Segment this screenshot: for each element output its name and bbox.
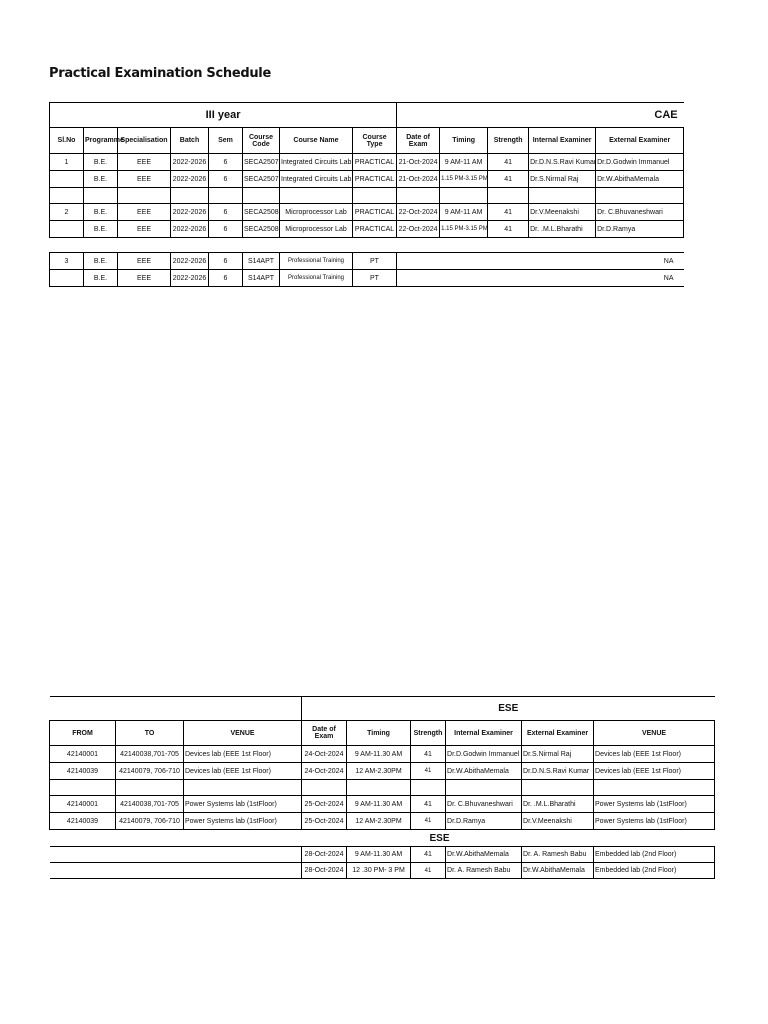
cell: 41: [488, 171, 529, 188]
cell: 42140079, 706-710: [116, 813, 184, 830]
cell: EEE: [118, 171, 171, 188]
cell: 6: [209, 154, 243, 171]
cae-header-row: [50, 128, 684, 154]
table-row: [50, 221, 684, 238]
spacer-row: [50, 780, 715, 796]
cell: Dr.W.AbithaMemala: [446, 763, 522, 780]
cell: 41: [488, 154, 529, 171]
table-row: [50, 863, 715, 879]
cell: B.E.: [84, 253, 118, 270]
cell: Professional Training: [280, 253, 353, 270]
cell: 22-Oct-2024: [397, 221, 440, 238]
table-row: [50, 270, 684, 287]
cell: Devices lab (EEE 1st Floor): [184, 763, 302, 780]
cell: 21-Oct-2024: [397, 154, 440, 171]
cell: PRACTICAL: [353, 154, 397, 171]
cell: EEE: [118, 270, 171, 287]
cell: Dr.W.AbithaMemala: [596, 171, 684, 188]
cell: Dr.S.Nirmal Raj: [529, 171, 596, 188]
cell: Dr.S.Nirmal Raj: [522, 746, 594, 763]
cell: Integrated Circuits Lab: [280, 171, 353, 188]
cell: B.E.: [84, 221, 118, 238]
cell: 6: [209, 171, 243, 188]
cell: Dr. A. Ramesh Babu: [446, 863, 522, 879]
cell: SECA2508: [243, 204, 280, 221]
cell: EEE: [118, 154, 171, 171]
header-external: External Examiner: [522, 721, 594, 746]
header-venue-2: VENUE: [594, 721, 715, 746]
header-to: TO: [116, 721, 184, 746]
table-row: [50, 171, 684, 188]
header-batch: Batch: [171, 128, 209, 154]
cell: Dr.V.Meenakshi: [522, 813, 594, 830]
cell: [50, 270, 84, 287]
ese-caption-row-2: [50, 830, 715, 847]
cell: Dr.D.Godwin Immanuel: [446, 746, 522, 763]
cell: 2022-2026: [171, 221, 209, 238]
cell: NA: [397, 253, 684, 270]
cell: 42140038,701-705: [116, 796, 184, 813]
cell: Professional Training: [280, 270, 353, 287]
cell: 41: [411, 763, 446, 780]
cell: 28-Oct-2024: [302, 847, 347, 863]
cell: 41: [488, 221, 529, 238]
header-course-code: Course Code: [243, 128, 280, 154]
cell: Dr.W.AbithaMemala: [446, 847, 522, 863]
table-row: [50, 847, 715, 863]
cell: 41: [411, 746, 446, 763]
cell: EEE: [118, 204, 171, 221]
pt-schedule-table: [49, 252, 684, 287]
cell: 41: [411, 863, 446, 879]
table-row: [50, 796, 715, 813]
cell: 24-Oct-2024: [302, 763, 347, 780]
cell: Dr. C.Bhuvaneshwari: [596, 204, 684, 221]
cell: Power Systems lab (1stFloor): [184, 796, 302, 813]
cell: 28-Oct-2024: [302, 863, 347, 879]
cell: Power Systems lab (1stFloor): [594, 813, 715, 830]
cell: PT: [353, 253, 397, 270]
cae-label: CAE: [397, 103, 684, 128]
cell: Embedded lab (2nd Floor): [594, 847, 715, 863]
cae-schedule-table: [49, 102, 684, 238]
header-venue: VENUE: [184, 721, 302, 746]
cell: 41: [411, 847, 446, 863]
cell: PT: [353, 270, 397, 287]
cell: 2022-2026: [171, 253, 209, 270]
cell: Devices lab (EEE 1st Floor): [594, 763, 715, 780]
cell: SECA2507: [243, 171, 280, 188]
cell: Integrated Circuits Lab: [280, 154, 353, 171]
cell: Devices lab (EEE 1st Floor): [594, 746, 715, 763]
cell: 41: [488, 204, 529, 221]
cell: 12 AM-2.30PM: [347, 763, 411, 780]
cell: Dr.D.Ramya: [596, 221, 684, 238]
cell: 41: [411, 796, 446, 813]
cell: 22-Oct-2024: [397, 204, 440, 221]
cell: 12 AM-2.30PM: [347, 813, 411, 830]
cell: 9 AM-11.30 AM: [347, 796, 411, 813]
cell: SECA2507: [243, 154, 280, 171]
cell: B.E.: [84, 171, 118, 188]
cell: 12 .30 PM- 3 PM: [347, 863, 411, 879]
cell: 6: [209, 253, 243, 270]
ese-caption-row: [50, 697, 715, 721]
cell: Dr. A. Ramesh Babu: [522, 847, 594, 863]
cell: 3: [50, 253, 84, 270]
cell: Dr. .M.L.Bharathi: [529, 221, 596, 238]
header-strength: Strength: [411, 721, 446, 746]
cell: 21-Oct-2024: [397, 171, 440, 188]
cell: Dr.D.N.S.Ravi Kumar: [522, 763, 594, 780]
ese-schedule-table: [49, 696, 715, 879]
cell: 6: [209, 221, 243, 238]
cell: 9 AM-11.30 AM: [347, 847, 411, 863]
cell: 42140001: [50, 746, 116, 763]
cell: EEE: [118, 253, 171, 270]
year-label: III year: [50, 103, 397, 128]
cell: S14APT: [243, 270, 280, 287]
cell: 9 AM-11 AM: [440, 204, 488, 221]
header-timing: Timing: [440, 128, 488, 154]
cell: EEE: [118, 221, 171, 238]
cell: 9 AM-11.30 AM: [347, 746, 411, 763]
cell: Dr.D.Ramya: [446, 813, 522, 830]
header-slno: Sl.No: [50, 128, 84, 154]
ese-label-2: ESE: [429, 832, 450, 844]
cell: Dr.D.N.S.Ravi Kumar: [529, 154, 596, 171]
header-internal: Internal Examiner: [529, 128, 596, 154]
cell: Dr. .M.L.Bharathi: [522, 796, 594, 813]
table-row: [50, 204, 684, 221]
cell: 25-Oct-2024: [302, 813, 347, 830]
cell: SECA2508: [243, 221, 280, 238]
table-row: [50, 763, 715, 780]
cell: [50, 171, 84, 188]
cell: B.E.: [84, 154, 118, 171]
cell: Devices lab (EEE 1st Floor): [184, 746, 302, 763]
cell: PRACTICAL: [353, 204, 397, 221]
cell: Power Systems lab (1stFloor): [594, 796, 715, 813]
cell: 42140079, 706-710: [116, 763, 184, 780]
cell: 9 AM-11 AM: [440, 154, 488, 171]
cell: 25-Oct-2024: [302, 796, 347, 813]
cell: 42140038,701-705: [116, 746, 184, 763]
cell: 1.15 PM-3.15 PM: [440, 221, 488, 238]
cell: Dr.D.Godwin Immanuel: [596, 154, 684, 171]
ese-label: ESE: [302, 697, 715, 721]
cell: S14APT: [243, 253, 280, 270]
table-row: [50, 154, 684, 171]
header-programme: Programme: [84, 128, 118, 154]
cell: Dr.W.AbithaMemala: [522, 863, 594, 879]
cell: 2022-2026: [171, 171, 209, 188]
cell: 41: [411, 813, 446, 830]
table-row: [50, 746, 715, 763]
cell: 2022-2026: [171, 154, 209, 171]
cell: 2022-2026: [171, 204, 209, 221]
header-course-type: Course Type: [353, 128, 397, 154]
cae-caption-row: [50, 103, 684, 128]
header-course-name: Course Name: [280, 128, 353, 154]
header-strength: Strength: [488, 128, 529, 154]
cell: 42140039: [50, 763, 116, 780]
cell: 2: [50, 204, 84, 221]
cell: Embedded lab (2nd Floor): [594, 863, 715, 879]
header-external: External Examiner: [596, 128, 684, 154]
cell: 6: [209, 204, 243, 221]
cell: 24-Oct-2024: [302, 746, 347, 763]
cell: Microprocessor Lab: [280, 204, 353, 221]
cell: Dr. C.Bhuvaneshwari: [446, 796, 522, 813]
cell: Dr.V.Meenakshi: [529, 204, 596, 221]
cell: 42140001: [50, 796, 116, 813]
header-from: FROM: [50, 721, 116, 746]
cell: PRACTICAL: [353, 221, 397, 238]
cell: B.E.: [84, 204, 118, 221]
header-date: Date of Exam: [302, 721, 347, 746]
cell: 1.15 PM-3.15 PM: [440, 171, 488, 188]
page-title: Practical Examination Schedule: [49, 66, 271, 81]
header-specialisation: Specialisation: [118, 128, 171, 154]
ese-header-row: [50, 721, 715, 746]
header-internal: Internal Examiner: [446, 721, 522, 746]
cell: Microprocessor Lab: [280, 221, 353, 238]
cell: B.E.: [84, 270, 118, 287]
cell: 1: [50, 154, 84, 171]
cell: 2022-2026: [171, 270, 209, 287]
cell: NA: [397, 270, 684, 287]
cell: PRACTICAL: [353, 171, 397, 188]
header-sem: Sem: [209, 128, 243, 154]
table-row: [50, 813, 715, 830]
cell: 42140039: [50, 813, 116, 830]
cell: 6: [209, 270, 243, 287]
header-date: Date of Exam: [397, 128, 440, 154]
cell: [50, 221, 84, 238]
cell: Power Systems lab (1stFloor): [184, 813, 302, 830]
table-row: [50, 253, 684, 270]
header-timing: Timing: [347, 721, 411, 746]
spacer-row: [50, 188, 684, 204]
